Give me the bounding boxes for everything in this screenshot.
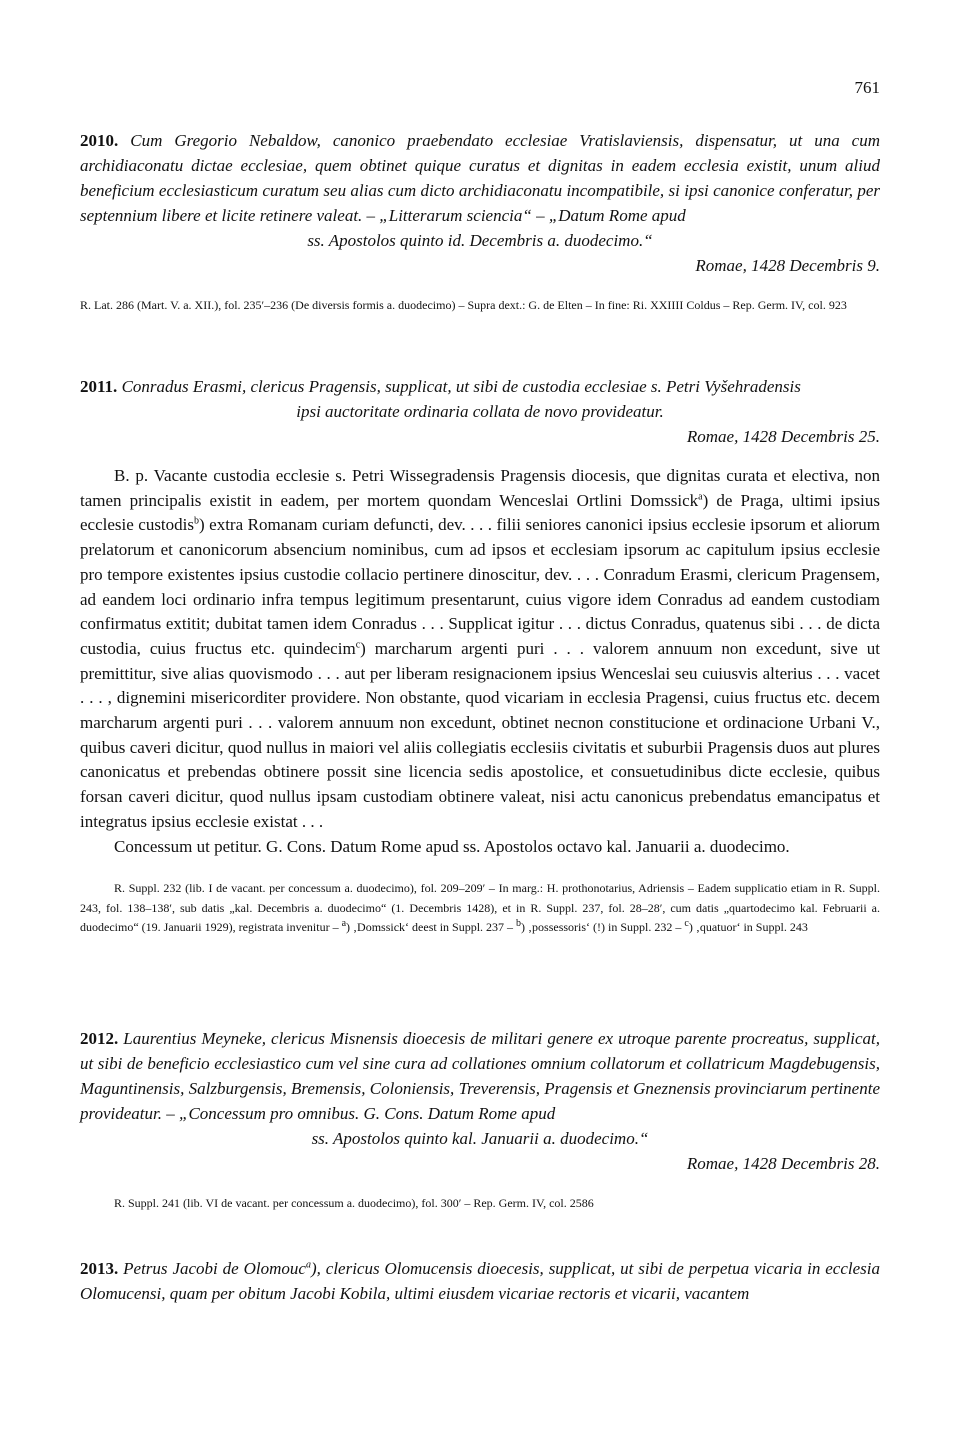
footnote-marker: b [516, 918, 522, 930]
footnote-marker: c [684, 918, 689, 930]
entry-2013 [80, 1256, 880, 1306]
entry-dateline: Romae, 1428 Decembris 9. [695, 256, 880, 275]
text-run: B. p. Vacante custodia ecclesie s. Petri Wissegradensis Pragensis diocesis, que dignitas curata et electiva, non tamen principalis existit in eadem, per mortem quondam Wenceslai Ortlini Domssick [80, 466, 880, 510]
footnote-marker: c [355, 639, 361, 651]
entry-2010-head [80, 128, 880, 253]
entry-dateline: Romae, 1428 Decembris 25. [686, 427, 880, 446]
text-run: ) de Praga, ultimi ipsius ecclesie custodis [80, 490, 880, 535]
text-run: R. Suppl. 232 (lib. I de vacant. per concessum a. duodecimo), fol. 209–209′ – In marg.: H. prothonotarius, Adriensis – Eadem supplicatio etiam in R. Suppl. 243, fol. 138–138′, sub datis „kal. Decembris a. duodecimo“ (1. Decembris 1428), et in R. Suppl. 237, fol. 28–28′, cum datis „quartodecimo kal. Februarii a. duodecimo“ (19. Januarii 1929), registrata invenitur – [80, 881, 880, 935]
text-run: ) marcharum argenti puri . . . valorem annuum non excedunt, sive ut premittitur, sive alias quovismodo . . . aut per liberam resignacionem ipsius Wenceslai seu cuiusvis alterius . . . vacet . . . , dignemini misericorditer providere. Non obstante, quod vicariam in ecclesia Pragensi, cuius fructus etc. decem marcharum argenti puri . . . valorem annuum non excedunt, obtinet necnon constitucione et ordinacione Urbani V., quibus caveri dicitur, quod nullus in maiori vel aliis collegiatis ecclesiis civitatis et suburbii Pragensis duos aut plures canonicatus et prebendas obtinere possit sine licencia sedis apostolice, et consuetudinibus dicte ecclesie, quibus forsan caveri dicitur, quod nullus ipsam custodiam obtinere valeat, nisi actu canonicus prebendatus emancipatus et integratus ipsius ecclesie existat . . . [80, 638, 880, 831]
entry-apparatus-note: R. Suppl. 241 (lib. VI de vacant. per concessum a. duodecimo), fol. 300′ – Rep. Germ. IV, col. 2586 [114, 1196, 594, 1210]
entry-number: 2013. [80, 1259, 119, 1278]
page-number: 761 [854, 78, 880, 97]
entry-2011 [80, 374, 880, 938]
entry-2012-head [80, 1026, 880, 1151]
entry-number: 2011. [80, 377, 118, 396]
text-run: ) ‚quatuor‘ in Suppl. 243 [688, 920, 808, 935]
entry-dateline: Romae, 1428 Decembris 28. [686, 1154, 880, 1173]
entry-summary-last-line: ipsi auctoritate ordinaria collata de novo provideatur. [296, 402, 664, 421]
entry-text-paragraph [80, 464, 880, 835]
footnote-marker: a [341, 918, 347, 930]
entry-2010 [80, 128, 880, 316]
entry-concession-paragraph: Concessum ut petitur. G. Cons. Datum Rome apud ss. Apostolos octavo kal. Januarii a. duodecimo. [114, 836, 790, 856]
entry-summary: Conradus Erasmi, clericus Pragensis, supplicat, ut sibi de custodia ecclesiae s. Petri Vyšehradensis [121, 377, 801, 396]
entry-2012 [80, 1026, 880, 1214]
text-run: ) ‚Domssick‘ deest in Suppl. 237 – [346, 920, 517, 935]
entry-number: 2010. [80, 131, 119, 150]
entry-apparatus-note [80, 879, 880, 938]
footnote-marker: a [305, 1259, 311, 1271]
entry-number: 2012. [80, 1029, 119, 1048]
entry-apparatus-note: R. Lat. 286 (Mart. V. a. XII.), fol. 235′–236 (De diversis formis a. duodecimo) – Supra dext.: G. de Elten – In fine: Ri. XXIIII Coldus – Rep. Germ. IV, col. 923 [80, 298, 847, 312]
footnote-marker: a [698, 491, 703, 503]
footnote-marker: b [194, 515, 199, 527]
entry-summary: Laurentius Meyneke, clericus Misnensis dioecesis de militari genere ex utroque parente procreatus, supplicat, ut sibi de beneficio ecclesiastico cum vel sine cura ad collationes omnium collatorum et collatricum Magdebugensis, Maguntinensis, Salzburgensis, Bremensis, Coloniensis, Treverensis, Pragensis et Gneznensis provinciarum pertinente provideatur. – „Concessum pro omnibus. G. Cons. Datum Rome apud [80, 1029, 880, 1123]
text-run: ) extra Romanam curiam defuncti, dev. . . . filii seniores canonici ipsius ecclesie ipsorum et aliorum prelatorum et canonicorum absencium nominibus, cum ad ipsos et ecclesiam ipsorum ac capitulum ipsius ecclesie pro tempore existentes ipsius custodie collacio pertinere dinoscitur, dev. . . . Conradum Erasmi, clericum Pragensem, ad eandem loci ordinario infra tempus legitimum presentarunt, cuius vigore idem Conradus ad eandem custodiam confirmatus extitit; dubitat tamen idem Conradus . . . Supplicat igitur . . . dictus Conradus, quatenus sibi . . . de dicta custodia, cuius fructus etc. quindecim [80, 515, 880, 658]
entry-summary-last-line: ss. Apostolos quinto id. Decembris a. duodecimo.“ [307, 231, 653, 250]
entry-2011-head [80, 374, 880, 424]
text-run: ), clericus Olomucensis dioecesis, supplicat, ut sibi de perpetua vicaria in ecclesia Olomucensi, quam per obitum Jacobi Kobila, ultimi eiusdem vicariae rectoris et vicarii, vacantem [80, 1259, 880, 1303]
entry-summary: Cum Gregorio Nebaldow, canonico praebendato ecclesiae Vratislaviensis, dispensatur, ut una cum archidiaconatu dictae ecclesiae, quem obtinet quique curatus et dignitas in eadem ecclesia existit, unum aliud beneficium ecclesiasticum curatum seu alias cum dicto archidiaconatu incompatibile, si ipsi canonice conferatur, per septennium libere et licite retinere valeat. – „Litterarum sciencia“ – „Datum Rome apud [80, 131, 880, 225]
entry-summary-last-line: ss. Apostolos quinto kal. Januarii a. duodecimo.“ [311, 1129, 649, 1148]
entry-2013-head [80, 1256, 880, 1306]
text-run: ) ‚possessoris‘ (!) in Suppl. 232 – [521, 920, 685, 935]
text-run: Petrus Jacobi de Olomouc [123, 1259, 306, 1278]
